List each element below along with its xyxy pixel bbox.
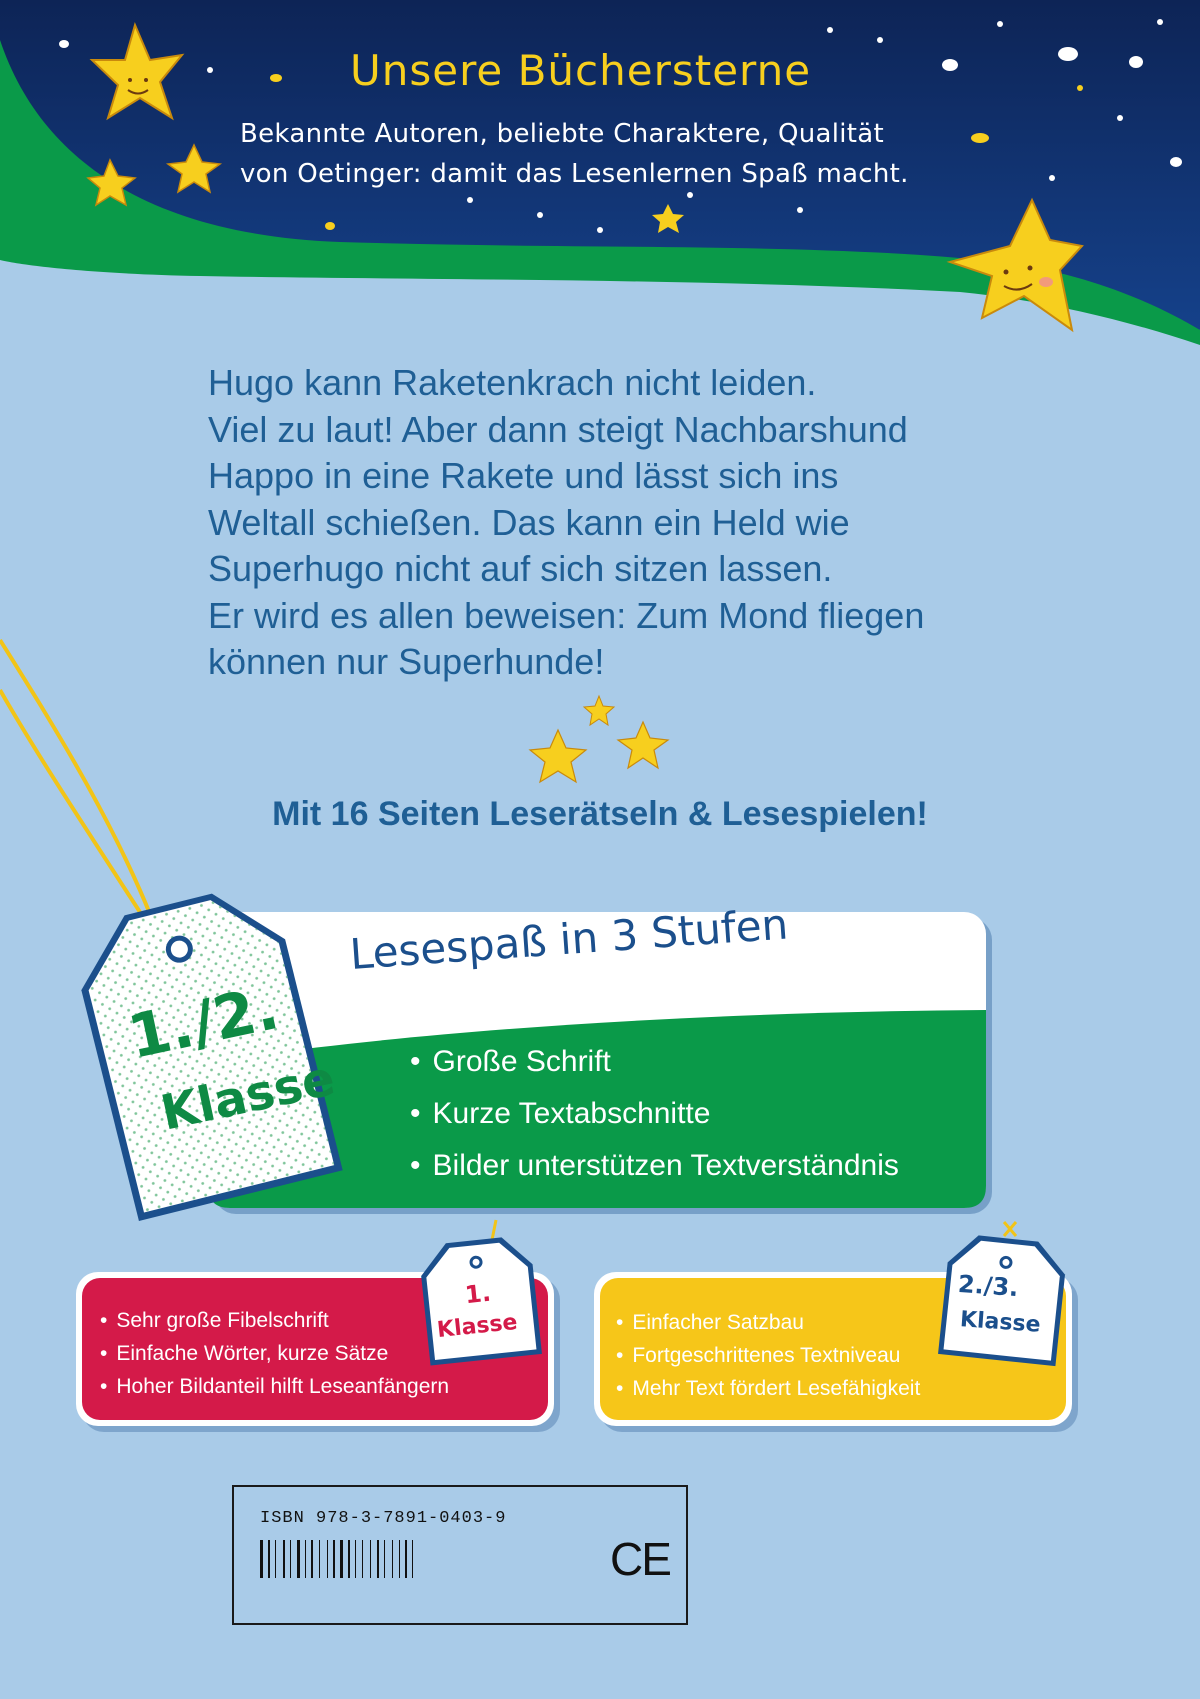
bonus-note: Mit 16 Seiten Leserätseln & Lesespielen! (272, 795, 928, 833)
series-subtitle (240, 114, 909, 194)
list-item: • Einfacher Satzbau (616, 1306, 920, 1339)
list-item: • Bilder unterstützen Textverständnis (410, 1140, 899, 1192)
blurb-line: Happo in eine Rakete und lässt sich ins (208, 455, 839, 496)
book-blurb (208, 360, 1068, 686)
list-item: • Kurze Textabschnitte (410, 1088, 899, 1140)
star-icon (530, 730, 586, 782)
blurb-line: Weltall schießen. Das kann ein Held wie (208, 501, 850, 543)
series-subtitle-line: von Oetinger: damit das Lesenlernen Spaß macht. (240, 159, 909, 189)
red-bullet-list (100, 1304, 449, 1403)
main-bullet-list (410, 1036, 899, 1192)
blurb-line: Viel zu laut! Aber dann steigt Nachbarshund (208, 408, 908, 450)
yellow-tag-grade: 2./3. (957, 1269, 1020, 1303)
yellow-bullet-list (616, 1306, 920, 1405)
yellow-tag-label: Klasse (959, 1307, 1042, 1338)
red-tag-grade: 1. (463, 1278, 493, 1310)
main-tag-label: Klasse (156, 1050, 340, 1142)
red-tag-label: Klasse (435, 1309, 519, 1344)
main-tag-grade: 1./2. (122, 973, 285, 1073)
blurb-line: können nur Superhunde! (208, 641, 605, 682)
list-item: • Sehr große Fibelschrift (100, 1304, 449, 1337)
list-item: • Mehr Text fördert Lesefähigkeit (616, 1372, 920, 1405)
list-item: • Fortgeschrittenes Textniveau (616, 1339, 920, 1372)
levels-title: Lesespaß in 3 Stufen (348, 899, 790, 979)
star-icon (584, 696, 614, 725)
isbn-number: ISBN 978-3-7891-0403-9 (260, 1509, 507, 1528)
blurb-line: Superhugo nicht auf sich sitzen lassen. (208, 548, 833, 589)
blurb-line: Er wird es allen beweisen: Zum Mond fliegen (208, 594, 925, 636)
blurb-line: Hugo kann Raketenkrach nicht leiden. (208, 362, 817, 403)
ce-mark: CE (610, 1533, 670, 1585)
series-title: Unsere Büchersterne (350, 46, 812, 95)
list-item: • Einfache Wörter, kurze Sätze (100, 1337, 449, 1370)
list-item: • Große Schrift (410, 1036, 899, 1088)
list-item: • Hoher Bildanteil hilft Leseanfängern (100, 1370, 449, 1403)
series-subtitle-line: Bekannte Autoren, beliebte Charaktere, Qualität (240, 119, 884, 149)
star-icon (618, 722, 668, 768)
